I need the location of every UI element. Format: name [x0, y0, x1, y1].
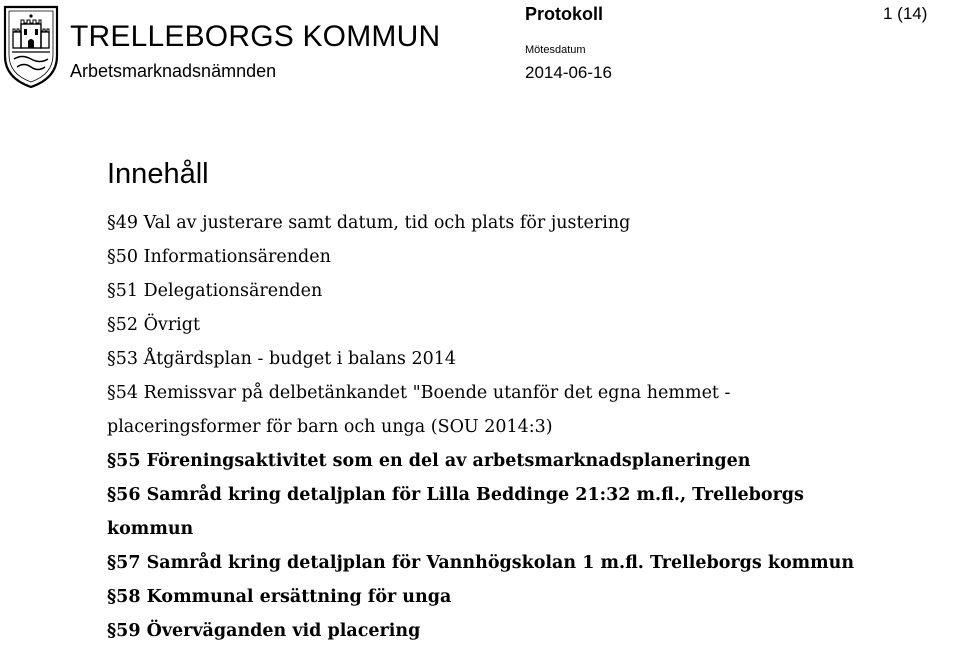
toc-entry: §54 Remissvar på delbetänkandet "Boende utanför det egna hemmet -	[107, 383, 731, 403]
toc-entry-continuation: kommun	[107, 519, 194, 539]
organization-name: TRELLEBORGS KOMMUN	[70, 20, 441, 53]
toc-entry: §56 Samråd kring detaljplan för Lilla Beddinge 21:32 m.fl., Trelleborgs	[107, 485, 804, 505]
meeting-date-label: Mötesdatum	[525, 44, 586, 56]
toc-entry: §52 Övrigt	[107, 315, 201, 335]
toc-entry: §57 Samråd kring detaljplan för Vannhögskolan 1 m.fl. Trelleborgs kommun	[107, 553, 855, 573]
toc-entry: §53 Åtgärdsplan - budget i balans 2014	[107, 349, 456, 369]
meeting-date: 2014-06-16	[525, 63, 612, 82]
toc-entry: §50 Informationsärenden	[107, 247, 331, 267]
toc-entry: §55 Föreningsaktivitet som en del av arbetsmarknadsplaneringen	[107, 451, 751, 471]
table-of-contents	[107, 206, 855, 648]
document-type: Protokoll	[525, 4, 604, 24]
contents-heading: Innehåll	[107, 158, 209, 190]
page-counter: 1 (14)	[883, 4, 928, 23]
toc-entry: §59 Överväganden vid placering	[107, 621, 421, 641]
toc-entry: §51 Delegationsärenden	[107, 281, 323, 301]
board-name: Arbetsmarknadsnämnden	[70, 61, 277, 81]
toc-entry: §58 Kommunal ersättning för unga	[107, 587, 452, 607]
toc-entry: §49 Val av justerare samt datum, tid och plats för justering	[107, 213, 631, 233]
coat-of-arms-icon	[2, 4, 60, 90]
toc-entry-continuation: placeringsformer för barn och unga (SOU 2014:3)	[107, 417, 553, 437]
